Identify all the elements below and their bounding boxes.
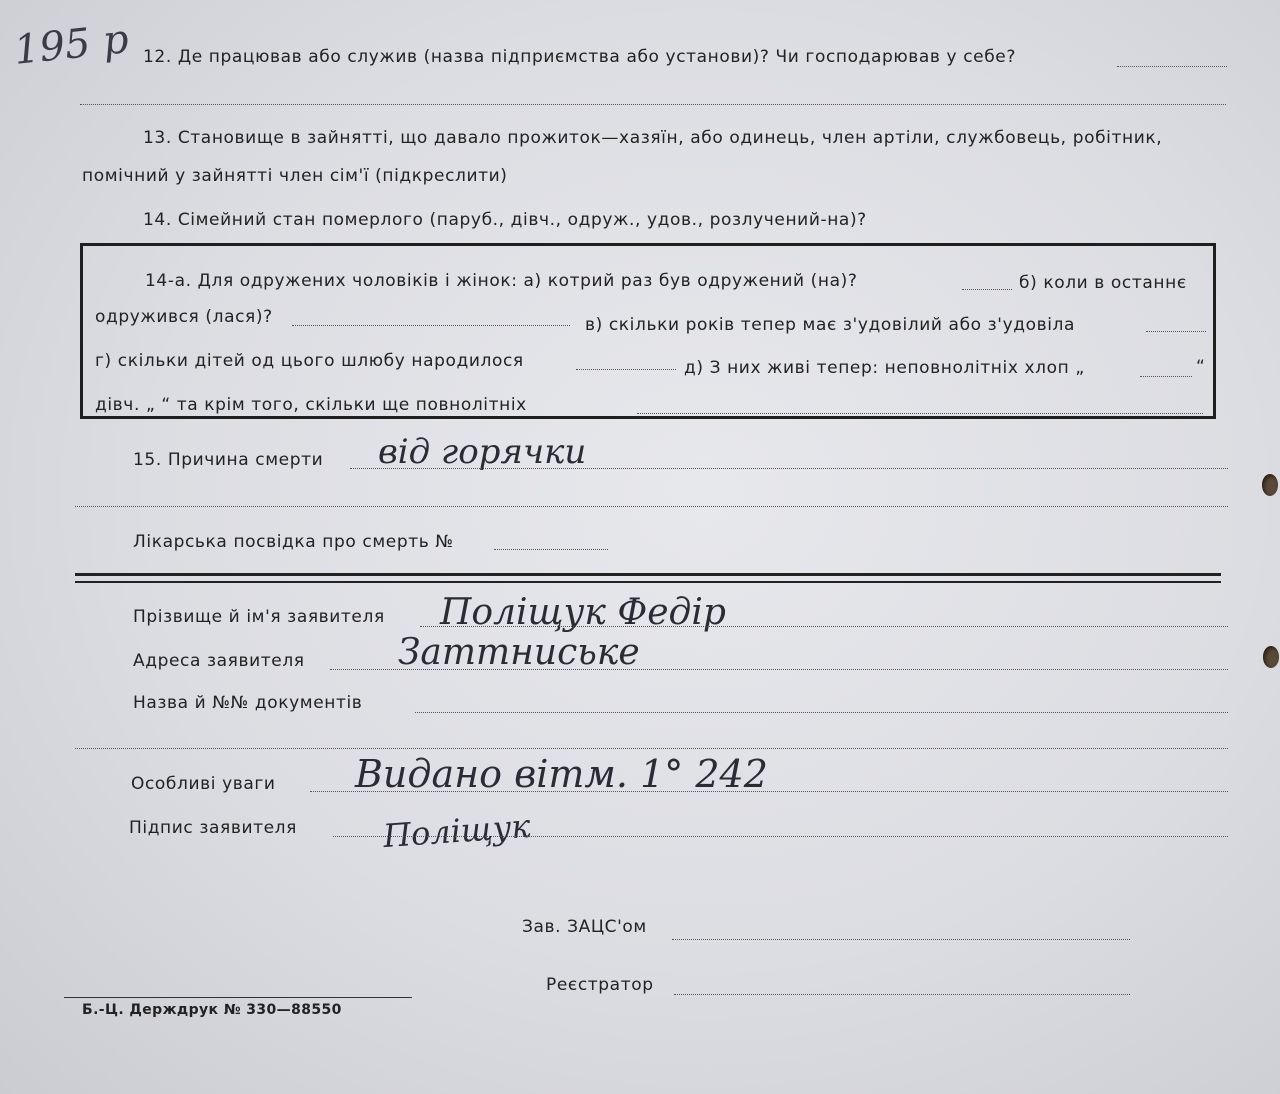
item-14a-line3-blank-b	[1140, 376, 1192, 377]
item-14a-line2b: в) скільки років тепер має з'удовілий або з'удовіла	[585, 315, 1076, 335]
documents-label: Назва й №№ документів	[133, 693, 363, 713]
special-notes-value: Видано вітм. 1° 242	[355, 752, 768, 796]
cause-of-death-line-b	[75, 506, 1228, 507]
medical-certificate-line	[494, 549, 608, 550]
footer-rule	[64, 997, 412, 998]
applicant-signature-line	[333, 836, 1228, 837]
item-14a-line3: г) скільки дітей од цього шлюбу народилося	[95, 351, 524, 371]
applicant-address-label: Адреса заявителя	[133, 651, 305, 671]
item-14a-line4-blank	[637, 413, 1203, 414]
item-14a-line1: 14-а. Для одружених чоловіків і жінок: а) котрий раз був одружений (на)?	[145, 271, 858, 291]
section-divider-top	[75, 573, 1221, 576]
medical-certificate-label: Лікарська посвідка про смерть №	[133, 532, 454, 552]
special-notes-label: Особливі уваги	[131, 774, 276, 794]
item-14a-line2-blank-a	[292, 325, 570, 326]
applicant-name-value: Поліщук Федір	[440, 592, 726, 633]
registrar-line	[674, 994, 1130, 995]
registry-head-label: Зав. ЗАЦС'ом	[522, 917, 647, 937]
item-14a-line4: дівч. „ “ та крім того, скільки ще повнолітніх	[95, 395, 527, 415]
item-14a-line2-blank-b	[1146, 331, 1206, 332]
item-14a-line1-blank-a	[962, 289, 1012, 290]
applicant-signature-label: Підпис заявителя	[129, 818, 297, 838]
item-14a-line3-blank-a	[576, 369, 676, 370]
item-14a-line2: одружився (лася)?	[95, 307, 273, 327]
binding-hole-upper	[1262, 474, 1278, 496]
item-14a-line3c: “	[1196, 357, 1206, 377]
item-14-label: 14. Сімейний стан померлого (паруб., дівч., одруж., удов., розлучений-на)?	[143, 210, 867, 230]
applicant-signature: Поліщук	[381, 806, 532, 856]
item-13-label: 13. Становище в зайнятті, що давало прожиток—хазяїн, або одинець, член артіли, службовець, робітник,	[143, 128, 1163, 148]
applicant-name-label: Прізвище й ім'я заявителя	[133, 607, 385, 627]
cause-of-death-line-a	[350, 468, 1228, 469]
printer-imprint: Б.-Ц. Держдрук № 330—88550	[82, 1002, 342, 1018]
registry-head-line	[672, 939, 1130, 940]
item-12-label: 12. Де працював або служив (назва підприємства або установи)? Чи господарював у себе?	[143, 47, 1016, 67]
item-14a-line1b: б) коли в останнє	[1019, 273, 1187, 293]
item-13-label-continued: помічний у зайнятті член сім'ї (підкреслити)	[82, 166, 508, 186]
documents-line-b	[75, 748, 1228, 749]
documents-line-a	[415, 712, 1228, 713]
cause-of-death-label: 15. Причина смерти	[133, 450, 324, 470]
item-12-line-a	[1117, 66, 1227, 67]
registrar-label: Реєстратор	[546, 975, 654, 995]
item-12-line-b	[80, 104, 1226, 105]
section-divider-bottom	[75, 581, 1221, 583]
applicant-name-line	[420, 626, 1228, 627]
year-mark: 195 р	[11, 16, 131, 74]
special-notes-line	[310, 791, 1228, 792]
binding-hole-lower	[1263, 646, 1279, 668]
applicant-address-line	[330, 669, 1228, 670]
applicant-address-value: Заттниське	[398, 632, 640, 673]
cause-of-death-value: від горячки	[378, 432, 587, 472]
item-14a-line3b: д) З них живі тепер: неповнолітніх хлоп „	[684, 358, 1085, 378]
